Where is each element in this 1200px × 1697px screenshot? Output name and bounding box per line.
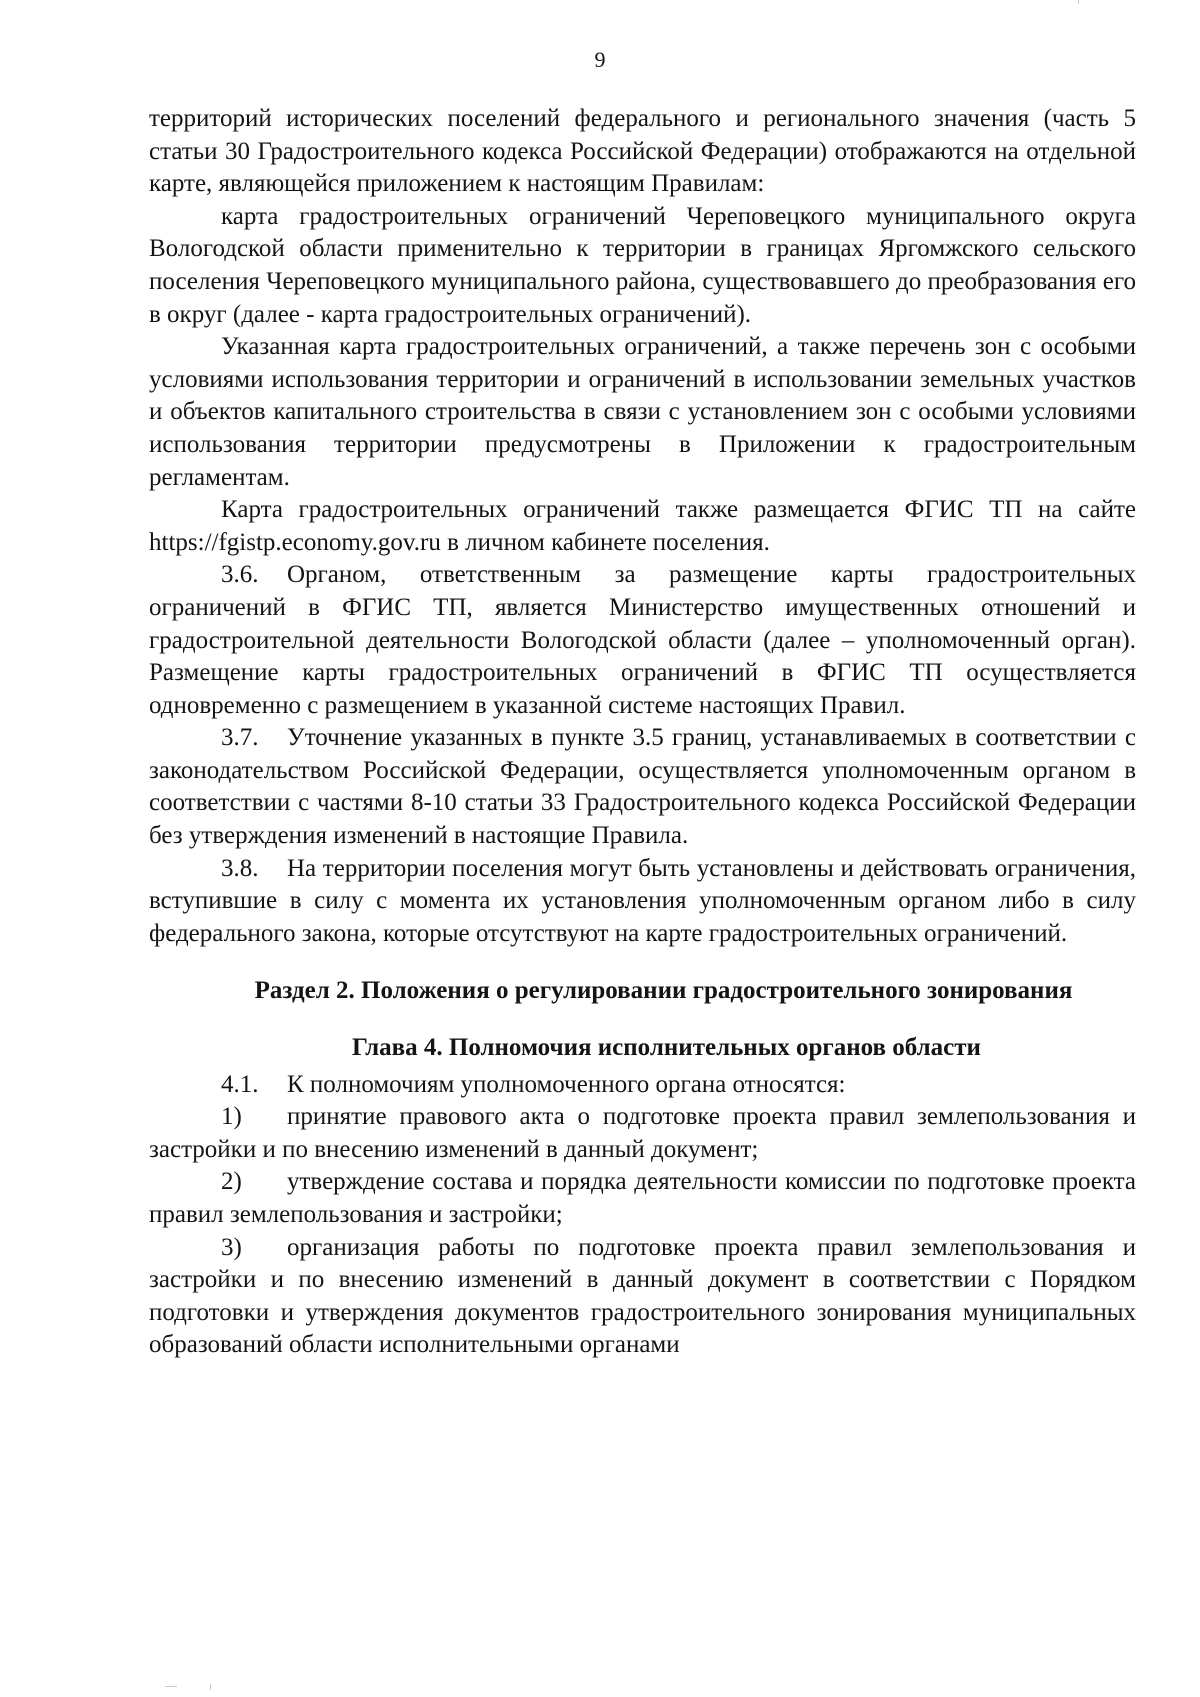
scan-mark [1078, 0, 1079, 4]
numbered-paragraph [149, 1069, 1136, 1102]
item-text: утверждение состава и порядка деятельности комиссии по подготовке проекта правил землепользования и застройки; [149, 1168, 1136, 1228]
scan-mark [210, 1684, 211, 1690]
item-text: На территории поселения могут быть установлены и действовать ограничения, вступившие в силу с момента их установления уполномоченным органом либо в силу федерального закона, которые отсутствуют на карте градостроительных ограничений. [149, 854, 1136, 947]
paragraph: карта градостроительных ограничений Череповецкого муниципального округа Вологодской области применительно к территории в границах Яргомжского сельского поселения Череповецкого муниципального района, существовавшего до преобразования его в округ (далее - карта градостроительных ограничений). [149, 202, 1136, 328]
paragraph: территорий исторических поселений федерального и регионального значения (часть 5 статьи 30 Градостроительного кодекса Российской Федерации) отображаются на отдельной карте, являющейся приложением к настоящим Правилам: [149, 105, 1136, 198]
numbered-paragraph [149, 1101, 1136, 1166]
item-number: 3.6. [221, 561, 259, 589]
page-number: 9 [594, 47, 606, 72]
paragraph: Карта градостроительных ограничений также размещается ФГИС ТП на сайте https://fgistp.economy.gov.ru в личном кабинете поселения. [149, 496, 1136, 556]
item-text: Уточнение указанных в пункте 3.5 границ, устанавливаемых в соответствии с законодательством Российской Федерации, осуществляется уполномоченным органом в соответствии с частями 8-10 статьи 33 Градостроительного кодекса Российской Федерации без утверждения изменений в настоящие Правила. [149, 724, 1136, 850]
chapter-title: Глава 4. Полномочия исполнительных органов области [352, 1034, 981, 1062]
item-number: 4.1. [221, 1070, 259, 1098]
item-number: 2) [221, 1168, 242, 1196]
item-text: Органом, ответственным за размещение карты градостроительных ограничений в ФГИС ТП, является Министерство имущественных отношений и градостроительной деятельности Вологодской области (далее – уполномоченный орган). Размещение карты градостроительных ограничений в ФГИС ТП осуществляется одновременно с размещением в указанной системе настоящих Правил. [149, 561, 1136, 719]
numbered-paragraph [149, 559, 1136, 722]
numbered-paragraph [149, 1232, 1136, 1362]
item-text: К полномочиям уполномоченного органа относятся: [287, 1070, 846, 1098]
item-text: принятие правового акта о подготовке проекта правил землепользования и застройки и по внесению изменений в данный документ; [149, 1103, 1136, 1163]
numbered-paragraph [149, 722, 1136, 852]
paragraph: Указанная карта градостроительных ограничений, а также перечень зон с особыми условиями использования территории и ограничений в использовании земельных участков и объектов капитального строительства в связи с установлением зон с особыми условиями использования территории предусмотрены в Приложении к градостроительным регламентам. [149, 333, 1136, 491]
document-body [149, 103, 1136, 1362]
numbered-paragraph [149, 1166, 1136, 1231]
item-text: организация работы по подготовке проекта правил землепользования и застройки и по внесению изменений в данный документ в соответствии с Порядком подготовки и утверждения документов градостроительного зонирования муниципальных образований области исполнительными органами [149, 1233, 1136, 1359]
item-number: 3) [221, 1233, 242, 1261]
item-number: 3.8. [221, 854, 259, 882]
scan-mark [165, 1686, 177, 1687]
item-number: 3.7. [221, 724, 259, 752]
section-title: Раздел 2. Положения о регулировании градостроительного зонирования [254, 977, 1073, 1005]
numbered-paragraph [149, 853, 1136, 951]
item-number: 1) [221, 1103, 242, 1131]
